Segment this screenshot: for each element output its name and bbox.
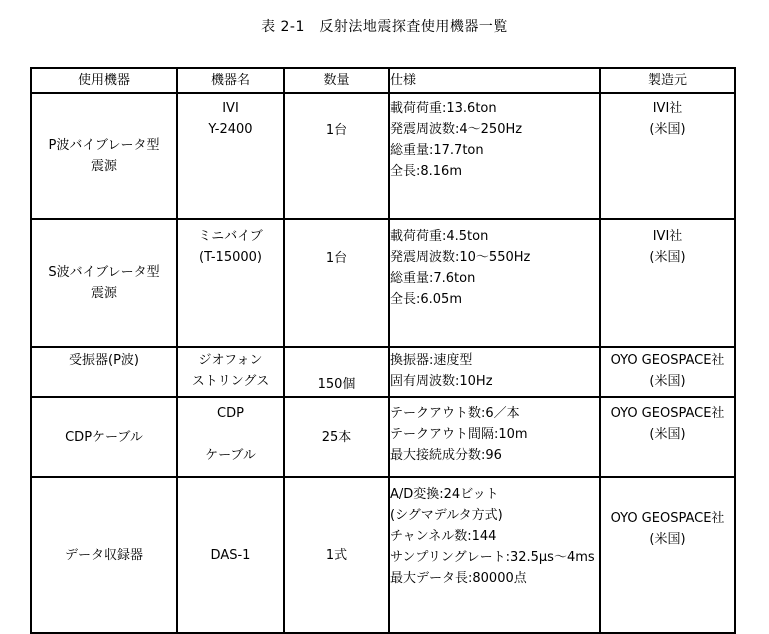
model-line: DAS-1 [210,547,251,563]
maker-line: IVI社 [652,101,683,116]
header-spec: 仕様 [389,68,600,93]
equipment-line: 受振器(P波) [69,353,139,368]
equipment-line: データ収録器 [64,547,143,563]
cell-equipment [31,397,177,477]
equipment-line: P波バイブレータ型 [48,138,160,153]
spec-line: 固有周波数:10Hz [390,374,493,389]
cell-equipment [31,477,177,633]
model-line: ケーブル [205,448,256,463]
model-line: ミニバイブ [198,229,263,244]
spec-line: テークアウト数:6／本 [390,406,520,421]
equipment-table [30,67,736,634]
maker-line: OYO GEOSPACE社 [610,353,725,368]
cell-model [177,347,284,397]
equipment-line: S波バイブレータ型 [48,265,160,280]
table-row [31,397,735,477]
cell-equipment [31,219,177,347]
cell-quantity: 1台 [284,93,389,219]
cell-quantity: 1台 [284,219,389,347]
equipment-line: 震源 [90,159,117,174]
model-line: ジオフォン [198,353,263,368]
cell-equipment [31,347,177,397]
table-row [31,477,735,633]
table-header-row [31,68,735,93]
model-line: CDP [217,406,244,421]
header-equipment: 使用機器 [31,68,177,93]
cell-maker [600,347,735,397]
spec-line: (シグマデルタ方式) [390,508,503,523]
table-row [31,347,735,397]
cell-model [177,397,284,477]
model-line: IVI [222,101,239,116]
cell-spec [389,347,600,397]
maker-line: (米国) [649,374,686,389]
spec-line: 全長:8.16m [390,164,462,179]
cell-model [177,93,284,219]
maker-line: (米国) [649,427,686,442]
cell-spec [389,93,600,219]
model-line: ストリングス [191,374,270,389]
cell-quantity: 25本 [284,397,389,477]
spec-line: チャンネル数:144 [390,529,497,544]
spec-line: 発震周波数:10～550Hz [390,250,531,265]
maker-line: OYO GEOSPACE社 [610,511,725,526]
spec-line: サンプリングレート:32.5μs～4ms [390,550,595,565]
spec-line: 発震周波数:4～250Hz [390,122,523,137]
maker-line: IVI社 [652,229,683,244]
equipment-line: CDPケーブル [65,429,143,445]
maker-line: (米国) [649,250,686,265]
page-title: 表 2-1 反射法地震探査使用機器一覧 [261,19,508,35]
table-row [31,219,735,347]
cell-equipment [31,93,177,219]
maker-line: (米国) [649,122,686,137]
header-maker: 製造元 [600,68,735,93]
spec-line: 全長:6.05m [390,292,462,307]
spec-line: 総重量:17.7ton [390,143,484,158]
cell-quantity: 1式 [284,477,389,633]
spec-line: 載荷荷重:13.6ton [390,101,497,116]
cell-maker [600,397,735,477]
model-line: (T-15000) [199,250,262,265]
table-row [31,93,735,219]
spec-line: A/D変換:24ビット [390,487,499,502]
spec-line: テークアウト間隔:10m [390,427,528,442]
spec-line: 換振器:速度型 [390,353,473,368]
header-model: 機器名 [177,68,284,93]
header-quantity: 数量 [284,68,389,93]
equipment-line: 震源 [90,286,117,301]
spec-line: 総重量:7.6ton [390,271,476,286]
spec-line: 最大接続成分数:96 [390,448,502,463]
spec-line: 最大データ長:80000点 [390,571,527,586]
cell-quantity: 150個 [284,347,389,397]
cell-spec [389,219,600,347]
cell-spec [389,477,600,633]
spec-line: 載荷荷重:4.5ton [390,229,489,244]
maker-line: (米国) [649,532,686,547]
cell-maker [600,477,735,633]
maker-line: OYO GEOSPACE社 [610,406,725,421]
cell-model [177,477,284,633]
cell-maker [600,219,735,347]
model-line: Y-2400 [208,122,253,137]
cell-maker [600,93,735,219]
cell-model [177,219,284,347]
cell-spec [389,397,600,477]
